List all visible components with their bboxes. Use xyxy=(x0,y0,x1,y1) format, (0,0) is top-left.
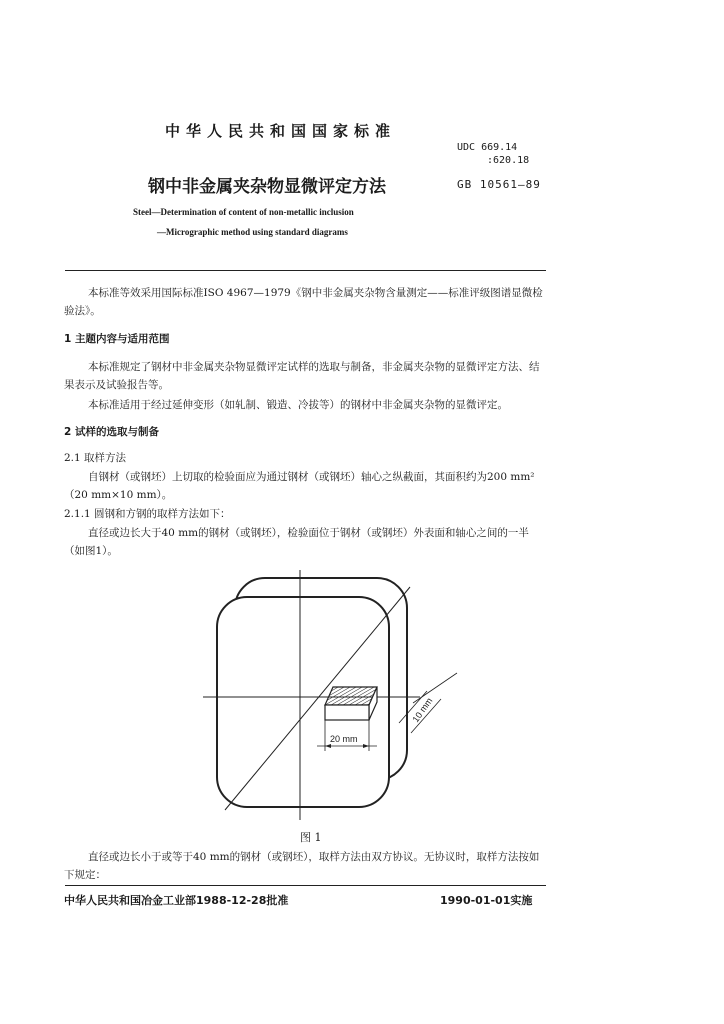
height-label: 10 mm xyxy=(410,695,435,725)
subsection-2-1-paragraph: 自钢材（或钢坯）上切取的检验面应为通过钢材（或钢坯）轴心之纵截面，其面积约为200 mm²（20 mm×10 mm）。 xyxy=(64,471,535,501)
specimen-front-face xyxy=(325,705,369,720)
section-2-heading: 2 试样的选取与制备 xyxy=(64,426,159,438)
section-1-heading: 1 主题内容与适用范围 xyxy=(64,333,170,345)
udc-line-1: UDC 669.14 xyxy=(457,142,518,153)
figure-1-diagram xyxy=(195,565,475,830)
issuing-authority: 中华人民共和国国家标准 xyxy=(165,122,397,140)
english-title-line-1: Steel—Determination of content of non-metallic inclusion xyxy=(133,207,354,217)
subsection-2-1-1-paragraph: 直径或边长大于40 mm的钢材（或钢坯），检验面位于钢材（或钢坯）外表面和轴心之间的一半（如图1）。 xyxy=(64,527,529,557)
width-label: 20 mm xyxy=(330,734,358,744)
header-rule xyxy=(65,270,546,271)
english-title-line-2: —Micrographic method using standard diagrams xyxy=(157,227,348,237)
udc-line-2: :620.18 xyxy=(487,155,530,166)
standard-number: GB 10561—89 xyxy=(457,178,541,191)
document-title: 钢中非金属夹杂物显微评定方法 xyxy=(148,177,386,197)
specimen-top-face xyxy=(325,687,377,705)
effective-date: 1990-01-01实施 xyxy=(440,894,533,907)
figure-1-caption: 图 1 xyxy=(300,831,322,844)
udc-code xyxy=(457,141,529,167)
footer-rule xyxy=(65,885,546,886)
approval-line: 中华人民共和国冶金工业部1988-12-28批准 xyxy=(64,894,289,907)
subsection-2-1-1-heading: 2.1.1 圆钢和方钢的取样方法如下： xyxy=(64,508,231,520)
section-1-paragraph-2: 本标准适用于经过延伸变形（如轧制、锻造、冷拔等）的钢材中非金属夹杂物的显微评定。 xyxy=(88,399,508,411)
section-1-paragraph-1: 本标准规定了钢材中非金属夹杂物显微评定试样的选取与制备，非金属夹杂物的显微评定方法、结果表示及试验报告等。 xyxy=(64,361,540,391)
post-figure-paragraph: 直径或边长小于或等于40 mm的钢材（或钢坯），取样方法由双方协议。无协议时，取样方法按如下规定： xyxy=(64,851,540,881)
height-dimension-line xyxy=(413,673,457,703)
intro-paragraph: 本标准等效采用国际标准ISO 4967—1979《钢中非金属夹杂物含量测定——标准评级图谱显微检验法》。 xyxy=(64,287,543,317)
subsection-2-1-heading: 2.1 取样方法 xyxy=(64,452,127,464)
